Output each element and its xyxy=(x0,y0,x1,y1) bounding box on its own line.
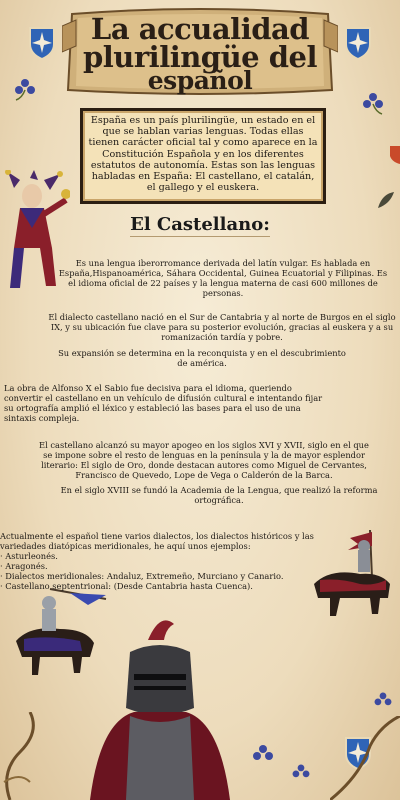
shield-icon xyxy=(28,26,56,60)
intro-box: España es un país plurilingüe, un estado en el que se hablan varias lenguas. Todas ellas tienen carácter oficial tal y como aparece en la Constitución Española y en los diferentes estatutos de autonomía. Estas son las lenguas habladas en España: El castellano, el catalán, el gallego y el euskera. xyxy=(80,108,326,204)
section-heading: El Castellano: xyxy=(130,214,270,235)
paragraph-7: Actualmente el español tiene varios dialectos, los dialectos históricos y las variedades diatópicas meridionales, he aquí unos ejemplos: xyxy=(0,531,314,551)
list-item: · Castellano septentrional: (Desde Cantabria hasta Cuenca). xyxy=(0,581,253,591)
dialect-list xyxy=(0,551,320,591)
title-line-1: La accualidad xyxy=(90,12,310,46)
flower-icon xyxy=(372,690,394,712)
title-line-2: plurilingüe del xyxy=(83,40,317,74)
shield-edge-icon xyxy=(390,146,400,164)
flower-icon xyxy=(290,762,312,784)
scroll-flourish-icon xyxy=(0,712,60,800)
list-item: · Dialectos meridionales: Andaluz, Extremeño, Murciano y Canario. xyxy=(0,571,284,581)
flower-icon xyxy=(250,742,276,768)
flower-icon xyxy=(360,90,386,116)
heading-rule xyxy=(130,236,270,237)
paragraph-2: El dialecto castellano nació en el Sur de Cantabria y al norte de Burgos en el siglo IX, y su ubicación fue clave para su posterior evolución, gracias al euskera y a su romanización tardía y pobre. xyxy=(48,312,396,342)
paragraph-3: Su expansión se determina en la reconquista y en el descubrimiento de américa. xyxy=(58,348,346,368)
paragraph-4: La obra de Alfonso X el Sabio fue decisiva para el idioma, queriendo convertir el castellano en un vehículo de difusión cultural e intentando fijar su ortografía amplió el léxico y estableció las bases para el uso de una sintaxis compleja. xyxy=(4,383,323,423)
flower-icon xyxy=(12,76,38,102)
title-line-3: español xyxy=(147,66,253,95)
list-item: · Asturleonés. xyxy=(0,551,58,561)
paragraph-5: El castellano alcanzó su mayor apogeo en los siglos XVI y XVII, siglo en el que se impone sobre el resto de lenguas en la península y la de mayor esplendor literario: El siglo de Oro, donde destacan autores como Miguel de Cervantes, Francisco de Quevedo, Lope de Vega o Calderón de la Barca. xyxy=(39,440,369,480)
scroll-flourish-icon xyxy=(330,716,400,800)
leaf-icon xyxy=(376,190,396,210)
list-item: · Aragonés. xyxy=(0,561,48,571)
paragraph-6: En el siglo XVIII se fundó la Academia de la Lengua, que realizó la reforma ortográfica. xyxy=(60,485,378,505)
paragraph-1: Es una lengua iberorromance derivada del latín vulgar. Es hablada en España,Hispanoamérica, Sáhara Occidental, Guinea Ecuatorial y Filipinas. Es el idioma oficial de 22 países y la lengua materna de casi 600 millones de personas. xyxy=(58,258,388,298)
knight-helmet-icon xyxy=(90,612,230,800)
shield-icon xyxy=(344,26,372,60)
